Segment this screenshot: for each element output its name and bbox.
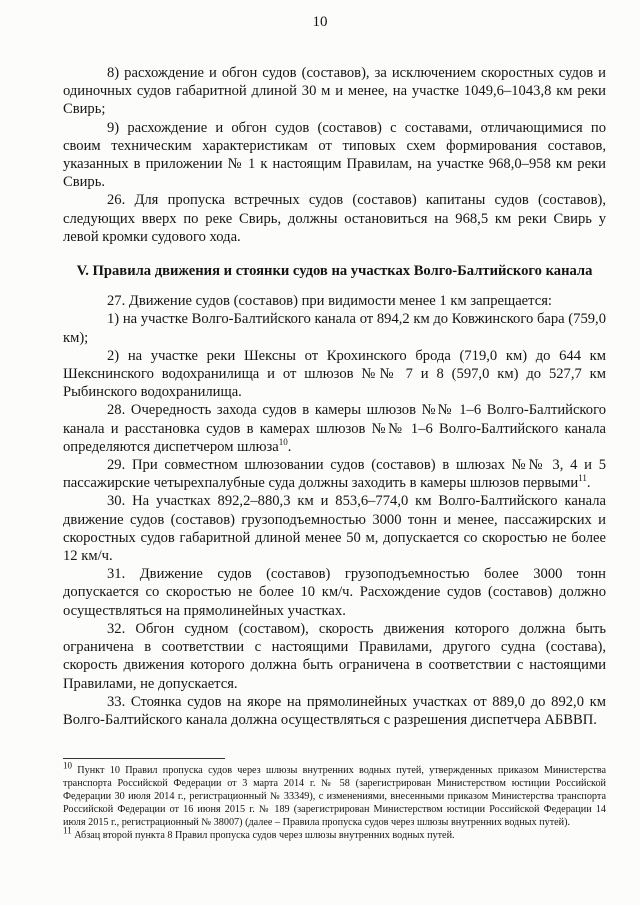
paragraph: 27. Движение судов (составов) при видимости менее 1 км запрещается: [107, 293, 552, 310]
footnote-ref: 11 [578, 473, 587, 484]
footnote-mark: 11 [63, 826, 72, 837]
paragraph: 31. Движение судов (составов) грузоподъемностью более 3000 тонн допускается со скоростью не более 10 км/ч. Расхождение судов (составов) должно осуществляться на прямолинейных участках. [63, 566, 606, 619]
paragraph-text: 29. При совместном шлюзовании судов (составов) в шлюзах №№ 3, 4 и 5 пассажирские четырехпалубные суда должны заходить в камеры шлюзов первыми [63, 457, 606, 492]
paragraph-end: . [586, 475, 591, 492]
footnote-mark: 10 [63, 760, 72, 771]
paragraph: 9) расхождение и обгон судов (составов) с составами, отличающимися по своим техническим характеристикам от типовых схем формирования составов, указанных в приложении № 1 к настоящим Правилам, на участке 968,0–958 км реки Свирь. [63, 119, 606, 191]
footnote-ref: 10 [278, 437, 288, 447]
paragraph: 33. Стоянка судов на якоре на прямолинейных участках от 889,0 до 892,0 км Волго-Балтийского канала должна осуществляться с разрешения диспетчера АБВВП. [63, 693, 606, 728]
document-body [63, 64, 606, 729]
paragraph: 1) на участке Волго-Балтийского канала от 894,2 км до Ковжинского бара (759,0 км); [63, 311, 606, 346]
paragraph: 26. Для пропуска встречных судов (составов) капитаны судов (составов), следующих вверх по реке Свирь, должны остановиться на 968,5 км реки Свирь у левой кромки судового хода. [63, 192, 606, 245]
paragraph: 30. На участках 892,2–880,3 км и 853,6–774,0 км Волго-Балтийского канала движение судов (составов) грузоподъемностью 3000 тонн и менее, пассажирских и скоростных судов габаритной длиной менее 50 м, допускается со скоростью не более 12 км/ч. [63, 493, 606, 565]
paragraph: 32. Обгон судном (составом), скорость движения которого должна быть ограничена в соответствии с настоящими Правилами, другого судна (состава), скорость движения которого должна быть ограничена в соответствии с настоящими Правилами, не допускается. [63, 620, 606, 692]
footnote-text: Пункт 10 Правил пропуска судов через шлюзы внутренних водных путей, утвержденных приказом Министерства транспорта Российской Федерации от 3 марта 2014 г. № 58 (зарегистрирован Министерством юстиции Российской Федерации 30 июля 2014 г., регистрационный № 33349), с изменениями, внесенными приказом Министерства транспорта Российской Федерации от 16 июня 2015 г. № 189 (зарегистрирован Министерством юстиции Российской Федерации 14 июля 2015 г., регистрационный № 38007) (далее – Правила пропуска судов через шлюзы внутренних водных путей). [63, 765, 606, 829]
footnotes [63, 760, 606, 843]
paragraph: 2) на участке реки Шексны от Крохинского брода (719,0 км) до 644 км Шекснинского водохранилища и от шлюзов №№ 7 и 8 (597,0 км) до 527,7 км Рыбинского водохранилища. [63, 347, 606, 401]
footnote [63, 826, 606, 842]
paragraph-text: 28. Очередность захода судов в камеры шлюзов №№ 1–6 Волго-Балтийского канала и расстановка судов в камерах шлюзов №№ 1–6 Волго-Балтийского канала определяются диспетчером шлюза [63, 402, 606, 455]
page-number: 10 [312, 14, 328, 30]
paragraph [63, 456, 606, 492]
footnote-text: Абзац второй пункта 8 Правил пропуска судов через шлюзы внутренних водных путей. [71, 830, 455, 842]
section-heading: V. Правила движения и стоянки судов на участках Волго-Балтийского канала [76, 263, 593, 280]
paragraph-end: . [287, 438, 292, 455]
paragraph [63, 401, 606, 456]
paragraph: 8) расхождение и обгон судов (составов), за исключением скоростных судов и одиночных судов габаритной длиной 30 м и менее, на участке 1049,6–1043,8 км реки Свирь; [63, 65, 606, 118]
footnote-divider [63, 758, 225, 759]
footnote [63, 760, 606, 829]
